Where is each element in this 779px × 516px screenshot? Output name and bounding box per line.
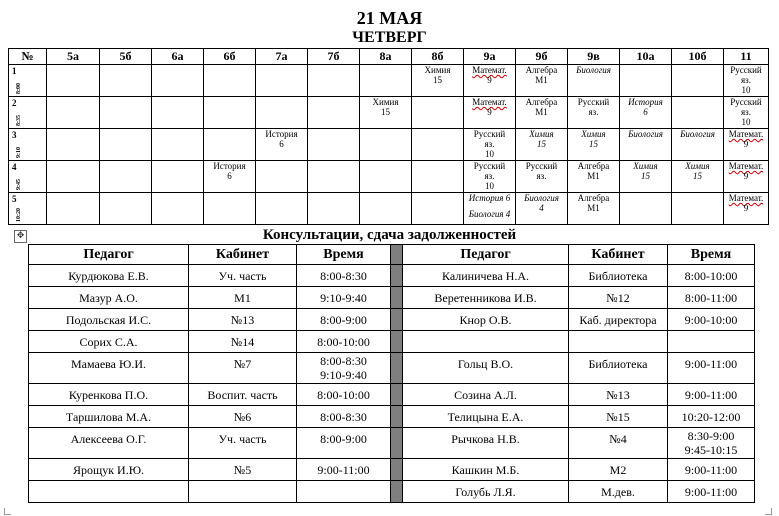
column-header-class: 5б (100, 49, 152, 65)
lesson-row (9, 97, 769, 129)
subject-room: 15 (433, 75, 442, 85)
time-slot (297, 481, 391, 503)
time-slot: 8:00-11:00 (668, 287, 755, 309)
header-room: Кабинет (189, 245, 297, 265)
lesson-number-cell (9, 129, 47, 161)
subject-name: Алгебра (525, 65, 558, 75)
schedule-cell (412, 65, 464, 97)
schedule-cell (620, 129, 672, 161)
lesson-start-time: 8:35 (16, 115, 22, 126)
schedule-cell (464, 161, 516, 193)
schedule-cell (360, 161, 412, 193)
schedule-header-row (9, 49, 769, 65)
schedule-cell (256, 129, 308, 161)
page-corner-mark (765, 508, 772, 515)
time-slot: 9:00-11:00 (668, 481, 755, 503)
lesson-start-time: 9:10 (16, 147, 22, 158)
schedule-cell (100, 161, 152, 193)
schedule-cell (464, 193, 516, 225)
subject-room: яз. (741, 75, 751, 85)
room: №7 (189, 353, 297, 384)
schedule-cell (47, 193, 100, 225)
time-slot: 9:00-10:00 (668, 309, 755, 331)
subject-name: Русский (577, 97, 610, 107)
subject-name: Математ. (728, 193, 764, 203)
teacher-name: Алексеева О.Г. (29, 428, 189, 459)
time-slot: 9:00-11:00 (668, 353, 755, 384)
schedule-cell (464, 97, 516, 129)
header-time: Время (297, 245, 391, 265)
column-header-class: 5а (47, 49, 100, 65)
lesson-number-cell (9, 65, 47, 97)
schedule-cell (47, 129, 100, 161)
schedule-cell (152, 65, 204, 97)
schedule-cell (100, 97, 152, 129)
header-time: Время (668, 245, 755, 265)
consult-row (29, 481, 755, 503)
schedule-cell (256, 97, 308, 129)
subject-name: История (213, 161, 246, 171)
schedule-cell (620, 97, 672, 129)
subject-name: Биология (524, 193, 559, 203)
column-separator (391, 265, 403, 287)
subject-name: Алгебра (577, 161, 610, 171)
subject-name: Русский (473, 161, 506, 171)
time-slot: 9:10-9:40 (297, 287, 391, 309)
teacher-name: Сорих С.А. (29, 331, 189, 353)
subject-name: Химия (581, 129, 606, 139)
subject-name: Алгебра (577, 193, 610, 203)
schedule-cell (620, 65, 672, 97)
teacher-name: Кнор О.В. (403, 309, 569, 331)
column-header-class: 10б (672, 49, 724, 65)
schedule-cell (412, 97, 464, 129)
time-slot-line: 8:30-9:00 (687, 429, 735, 443)
column-header-class: 6б (204, 49, 256, 65)
schedule-cell (360, 65, 412, 97)
subject-name: Русский (730, 97, 762, 107)
schedule-cell (152, 129, 204, 161)
header-room: Кабинет (569, 245, 668, 265)
consult-row (29, 331, 755, 353)
schedule-cell (100, 129, 152, 161)
column-header-class: 7а (256, 49, 308, 65)
schedule-cell (724, 161, 769, 193)
time-slot: 10:20-12:00 (668, 406, 755, 428)
lesson-schedule-table (8, 48, 769, 225)
column-header-class: 11 (724, 49, 769, 65)
lesson-row (9, 129, 769, 161)
schedule-cell (100, 193, 152, 225)
schedule-cell (412, 129, 464, 161)
consult-row (29, 406, 755, 428)
subject-room: 9 (743, 203, 749, 213)
room: Уч. часть (189, 265, 297, 287)
schedule-cell (360, 193, 412, 225)
schedule-cell (568, 161, 620, 193)
lesson-start-time: 10:20 (16, 208, 22, 222)
teacher-name: Куренкова П.О. (29, 384, 189, 406)
schedule-cell (204, 193, 256, 225)
subject-room: 15 (537, 139, 546, 149)
subject-name: Математ. (728, 129, 764, 139)
time-slot: 8:00-8:30 (297, 265, 391, 287)
teacher-name: Таршилова М.А. (29, 406, 189, 428)
room: №13 (189, 309, 297, 331)
room: №13 (569, 384, 668, 406)
schedule-cell (516, 65, 568, 97)
subject-room: 9 (743, 171, 749, 181)
column-separator (391, 406, 403, 428)
schedule-cell (724, 65, 769, 97)
schedule-cell (152, 97, 204, 129)
schedule-cell (620, 161, 672, 193)
schedule-cell (204, 161, 256, 193)
column-header-class: 8б (412, 49, 464, 65)
subject-name: История (628, 97, 663, 107)
schedule-cell (568, 193, 620, 225)
subject-name: Химия (633, 161, 658, 171)
room (189, 481, 297, 503)
subject-name: Химия (424, 65, 451, 75)
schedule-cell (152, 161, 204, 193)
column-header-class: 10а (620, 49, 672, 65)
schedule-cell (256, 193, 308, 225)
time-slot-line: 9:45-10:15 (684, 443, 738, 457)
schedule-cell (672, 161, 724, 193)
subject-room: яз. (536, 171, 547, 181)
lesson-start-time: 9:45 (16, 179, 22, 190)
teacher-name: Курдюкова Е.В. (29, 265, 189, 287)
room: №15 (569, 406, 668, 428)
schedule-cell (568, 65, 620, 97)
schedule-cell (672, 65, 724, 97)
room: Воспит. часть (189, 384, 297, 406)
subject-room: М1 (535, 75, 548, 85)
column-header-class: 9б (516, 49, 568, 65)
room (569, 331, 668, 353)
schedule-cell (620, 193, 672, 225)
schedule-cell (47, 97, 100, 129)
room: Библиотека (569, 265, 668, 287)
schedule-cell (100, 65, 152, 97)
schedule-cell (412, 193, 464, 225)
room: М2 (569, 459, 668, 481)
schedule-cell (516, 97, 568, 129)
consult-row (29, 459, 755, 481)
column-separator (391, 459, 403, 481)
subject-room: яз. (484, 139, 495, 149)
schedule-cell (464, 65, 516, 97)
column-separator (391, 309, 403, 331)
consult-row (29, 309, 755, 331)
room: М1 (189, 287, 297, 309)
subject-room: 10 (741, 117, 751, 127)
column-header-number: № (9, 49, 47, 65)
teacher-name: Рычкова Н.В. (403, 428, 569, 459)
consult-row (29, 353, 755, 384)
column-header-class: 7б (308, 49, 360, 65)
subject-name: Биология (576, 65, 611, 75)
schedule-cell (308, 65, 360, 97)
schedule-cell (308, 193, 360, 225)
room: №6 (189, 406, 297, 428)
lesson-row (9, 161, 769, 193)
teacher-name: Мазур А.О. (29, 287, 189, 309)
subject-name: Математ. (472, 97, 507, 107)
column-separator (391, 287, 403, 309)
time-slot (668, 428, 755, 459)
teacher-name: Ярощук И.Ю. (29, 459, 189, 481)
room: Каб. директора (569, 309, 668, 331)
subject-name: Русский (473, 129, 506, 139)
schedule-cell (724, 97, 769, 129)
subject-room: 10 (741, 85, 751, 95)
schedule-cell (308, 129, 360, 161)
lesson-number: 4 (12, 162, 17, 172)
subject-room: 6 (643, 107, 648, 117)
teacher-name: Голубь Л.Я. (403, 481, 569, 503)
time-slot (668, 331, 755, 353)
schedule-cell (516, 161, 568, 193)
teacher-name: Кашкин М.Б. (403, 459, 569, 481)
teacher-name: Телицына Е.А. (403, 406, 569, 428)
subject-name: Математ. (728, 161, 764, 171)
subject-room: 4 (539, 203, 544, 213)
consult-row (29, 384, 755, 406)
column-separator (391, 331, 403, 353)
date-heading: 21 МАЯ (356, 8, 423, 28)
subject-room: яз. (588, 107, 599, 117)
subject-name: Химия (372, 97, 399, 107)
consult-row (29, 265, 755, 287)
column-separator (391, 245, 403, 265)
column-separator (391, 384, 403, 406)
column-separator (391, 353, 403, 384)
lesson-start-time: 8:00 (16, 83, 22, 94)
schedule-cell (256, 65, 308, 97)
subject-room: М1 (587, 171, 600, 181)
subject-room: 10 (485, 181, 494, 191)
column-header-class: 8а (360, 49, 412, 65)
schedule-cell (724, 193, 769, 225)
room: Библиотека (569, 353, 668, 384)
room: №14 (189, 331, 297, 353)
subject-room: 9 (743, 139, 749, 149)
subject-room: 15 (381, 107, 390, 117)
subject-room: 6 (279, 139, 284, 149)
schedule-cell (724, 129, 769, 161)
lesson-number-cell (9, 193, 47, 225)
lesson-number: 3 (12, 130, 17, 140)
schedule-cell (308, 97, 360, 129)
teacher-name (403, 331, 569, 353)
room: М.дев. (569, 481, 668, 503)
schedule-cell (672, 97, 724, 129)
subject-room: 15 (693, 171, 702, 181)
subject-name: История (265, 129, 298, 139)
subject-name: Русский (525, 161, 558, 171)
schedule-cell (516, 193, 568, 225)
subject-room: 15 (589, 139, 598, 149)
schedule-cell (204, 129, 256, 161)
subject-room: М1 (535, 107, 548, 117)
column-separator (391, 481, 403, 503)
column-header-class: 6а (152, 49, 204, 65)
lesson-row (9, 65, 769, 97)
teacher-name: Веретенникова И.В. (403, 287, 569, 309)
subject-room: 15 (641, 171, 650, 181)
header-teacher: Педагог (403, 245, 569, 265)
schedule-cell (464, 129, 516, 161)
subject-name: Биология (680, 129, 715, 139)
lesson-number-cell (9, 161, 47, 193)
consult-row (29, 287, 755, 309)
time-slot: 8:00-8:30 (297, 406, 391, 428)
subject-name: Русский (730, 65, 762, 75)
consultations-title: Консультации, сдача задолженностей (262, 227, 517, 243)
teacher-name: Созина А.Л. (403, 384, 569, 406)
room: №5 (189, 459, 297, 481)
lesson-row (9, 193, 769, 225)
teacher-name: Калиничева Н.А. (403, 265, 569, 287)
schedule-cell (516, 129, 568, 161)
header-teacher: Педагог (29, 245, 189, 265)
subject-room: Биология 4 (468, 209, 511, 219)
subject-name: Биология (628, 129, 663, 139)
lesson-number: 2 (12, 98, 17, 108)
schedule-cell (568, 97, 620, 129)
schedule-cell (152, 193, 204, 225)
move-arrows-icon[interactable]: ✥ (14, 230, 27, 243)
teacher-name: Мамаева Ю.И. (29, 353, 189, 384)
schedule-cell (672, 193, 724, 225)
subject-room: яз. (741, 107, 751, 117)
schedule-cell (672, 129, 724, 161)
lesson-number-cell (9, 97, 47, 129)
schedule-cell (256, 161, 308, 193)
schedule-cell (568, 129, 620, 161)
subject-room: М1 (587, 203, 600, 213)
subject-name: Химия (685, 161, 710, 171)
time-slot: 9:00-11:00 (668, 459, 755, 481)
subject-name: Химия (529, 129, 554, 139)
time-slot: 8:00-10:00 (297, 384, 391, 406)
schedule-cell (308, 161, 360, 193)
schedule-cell (47, 161, 100, 193)
subject-name: История 6 (468, 193, 511, 203)
room: №4 (569, 428, 668, 459)
teacher-name (29, 481, 189, 503)
lesson-number: 5 (12, 194, 17, 204)
time-slot: 8:00-9:00 (297, 309, 391, 331)
teacher-name: Гольц В.О. (403, 353, 569, 384)
room: Уч. часть (189, 428, 297, 459)
subject-room: 9 (487, 107, 492, 117)
subject-name: Математ. (472, 65, 507, 75)
time-slot-line: 9:10-9:40 (320, 368, 367, 382)
subject-room: яз. (484, 171, 495, 181)
subject-room: 10 (485, 149, 494, 159)
subject-room: 6 (227, 171, 232, 181)
schedule-cell (360, 129, 412, 161)
page-corner-mark (4, 508, 11, 515)
schedule-cell (204, 65, 256, 97)
teacher-name: Подольская И.С. (29, 309, 189, 331)
column-separator (391, 428, 403, 459)
time-slot (297, 353, 391, 384)
room: №12 (569, 287, 668, 309)
column-header-class: 9а (464, 49, 516, 65)
time-slot: 9:00-11:00 (668, 384, 755, 406)
schedule-cell (204, 97, 256, 129)
column-header-class: 9в (568, 49, 620, 65)
time-slot: 8:00-9:00 (297, 428, 391, 459)
schedule-cell (412, 161, 464, 193)
subject-name: Алгебра (525, 97, 558, 107)
time-slot-line: 8:00-8:30 (320, 354, 367, 368)
consult-header-row (29, 245, 755, 265)
time-slot: 8:00-10:00 (297, 331, 391, 353)
time-slot: 8:00-10:00 (668, 265, 755, 287)
lesson-number: 1 (12, 66, 17, 76)
day-heading: ЧЕТВЕРГ (352, 29, 427, 46)
consultations-table (28, 244, 755, 503)
consult-row (29, 428, 755, 459)
schedule-cell (47, 65, 100, 97)
time-slot: 9:00-11:00 (297, 459, 391, 481)
subject-room: 9 (487, 75, 492, 85)
schedule-cell (360, 97, 412, 129)
